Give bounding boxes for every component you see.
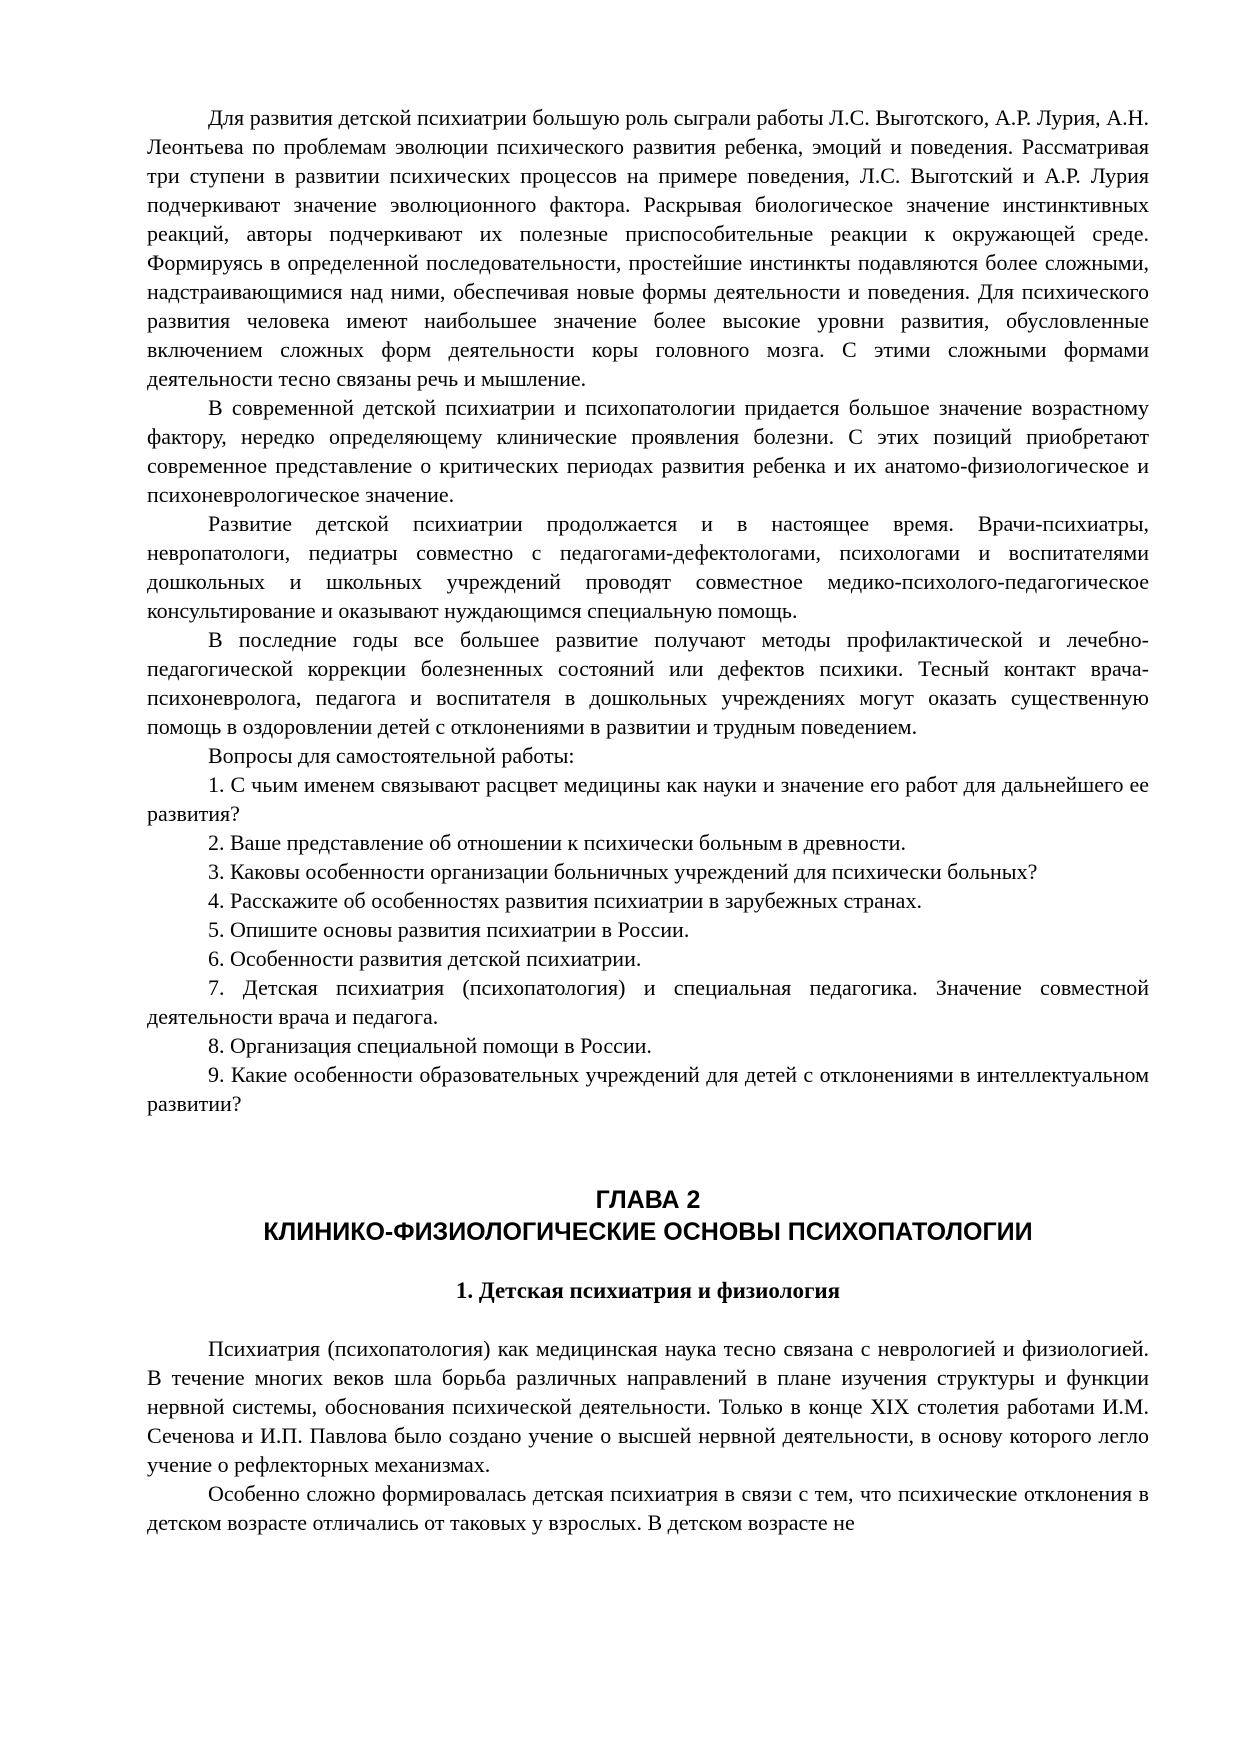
question-item: 9. Какие особенности образовательных учреждений для детей с отклонениями в интеллектуальном развитии? <box>147 1062 1149 1116</box>
question-item: 1. С чьим именем связывают расцвет медицины как науки и значение его работ для дальнейшего ее развития? <box>147 772 1149 826</box>
chapter-heading <box>147 1184 1149 1248</box>
chapter-number: ГЛАВА 2 <box>595 1186 701 1214</box>
paragraph: Для развития детской психиатрии большую роль сыграли работы Л.С. Выготского, А.Р. Лурия, А.Н. Леонтьева по проблемам эволюции психического развития ребенка, эмоций и поведения. Рассматривая три ступени в развитии психических процессов на примере поведения, Л.С. Выготский и А.Р. Лурия подчеркивают значение эволюционного фактора. Раскрывая биологическое значение инстинктивных реакций, авторы подчеркивают их полезные приспособительные реакции к окружающей среде. Формируясь в определенной последовательности, простейшие инстинкты подавляются более сложными, надстраивающимися над ними, обеспечивая новые формы деятельности и поведения. Для психического развития человека имеют наибольшее значение более высокие уровни развития, обусловленные включением сложных форм деятельности коры головного мозга. С этими сложными формами деятельности тесно связаны речь и мышление. <box>147 105 1149 391</box>
paragraph: Развитие детской психиатрии продолжается и в настоящее время. Врачи-психиатры, невропатологи, педиатры совместно с педагогами-дефектологами, психологами и воспитателями дошкольных и школьных учреждений проводят совместное медико-психолого-педагогическое консультирование и оказывают нуждающимся специальную помощь. <box>147 511 1149 623</box>
question-item: 6. Особенности развития детской психиатрии. <box>208 946 642 971</box>
questions-intro: Вопросы для самостоятельной работы: <box>208 743 575 768</box>
paragraph: Психиатрия (психопатология) как медицинская наука тесно связана с неврологией и физиологией. В течение многих веков шла борьба различных направлений в плане изучения структуры и функции нервной системы, обоснования психической деятельности. Только в конце XIX столетия работами И.М. Сеченова и И.П. Павлова было создано учение о высшей нервной деятельности, в основу которого легло учение о рефлекторных механизмах. <box>147 1336 1149 1477</box>
paragraph: Особенно сложно формировалась детская психиатрия в связи с тем, что психические отклонения в детском возрасте отличались от таковых у взрослых. В детском возрасте не <box>147 1481 1149 1535</box>
chapter-title: КЛИНИКО-ФИЗИОЛОГИЧЕСКИЕ ОСНОВЫ ПСИХОПАТОЛОГИИ <box>263 1218 1033 1246</box>
question-item: 8. Организация специальной помощи в России. <box>208 1033 652 1058</box>
question-item: 2. Ваше представление об отношении к психически больным в древности. <box>208 830 906 855</box>
section-heading: 1. Детская психиатрия и физиология <box>455 1278 841 1303</box>
question-item: 4. Расскажите об особенностях развития психиатрии в зарубежных странах. <box>208 888 922 913</box>
question-item: 7. Детская психиатрия (психопатология) и специальная педагогика. Значение совместной деятельности врача и педагога. <box>147 975 1149 1029</box>
paragraph: В последние годы все большее развитие получают методы профилактической и лечебно-педагогической коррекции болезненных состояний или дефектов психики. Тесный контакт врача-психоневролога, педагога и воспитателя в дошкольных учреждениях могут оказать существенную помощь в оздоровлении детей с отклонениями в развитии и трудным поведением. <box>147 627 1149 739</box>
question-item: 3. Каковы особенности организации больничных учреждений для психически больных? <box>208 859 1038 884</box>
question-item: 5. Опишите основы развития психиатрии в России. <box>208 917 690 942</box>
paragraph: В современной детской психиатрии и психопатологии придается большое значение возрастному фактору, нередко определяющему клинические проявления болезни. С этих позиций приобретают современное представление о критических периодах развития ребенка и их анатомо-физиологическое и психоневрологическое значение. <box>147 395 1149 507</box>
